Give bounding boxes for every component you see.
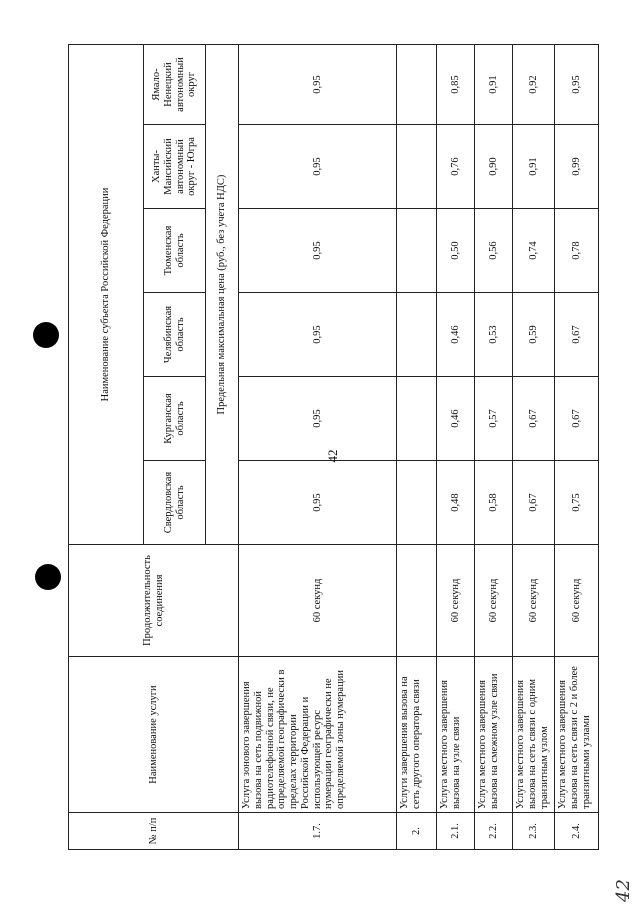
price-cell: 0,95 (239, 377, 397, 461)
price-cell (397, 293, 437, 377)
price-cell: 0,67 (555, 293, 599, 377)
row-duration: 60 секунд (475, 545, 513, 657)
price-cell: 0,46 (437, 293, 475, 377)
row-duration: 60 секунд (239, 545, 397, 657)
price-cell: 0,78 (555, 209, 599, 293)
row-service: Услуга местного завершения вызова на сеть связи с одним транзитным узлом (513, 657, 555, 813)
price-cell: 0,95 (239, 293, 397, 377)
price-cell: 0,75 (555, 461, 599, 545)
table-row (437, 45, 475, 850)
price-cell: 0,95 (555, 45, 599, 125)
header-num: № п/п (69, 813, 239, 850)
header-region: Ямало-Ненецкий автономный округ (144, 45, 206, 125)
row-num: 2.2. (475, 813, 513, 850)
row-num: 2.4. (555, 813, 599, 850)
row-duration (397, 545, 437, 657)
price-cell: 0,92 (513, 45, 555, 125)
header-region: Свердловская область (144, 461, 206, 545)
header-region: Тюменская область (144, 209, 206, 293)
price-cell: 0,46 (437, 377, 475, 461)
row-service: Услуга местного завершения вызова на сеть связи с 2 и более транзитными узлами (555, 657, 599, 813)
header-region: Челябинская область (144, 293, 206, 377)
table-row (555, 45, 599, 850)
price-cell: 0,95 (239, 209, 397, 293)
price-cell: 0,67 (513, 461, 555, 545)
page-number: 42 (325, 449, 340, 463)
price-cell: 0,90 (475, 125, 513, 209)
price-cell: 0,53 (475, 293, 513, 377)
header-subject-group: Наименование субъекта Российской Федерации (69, 45, 144, 545)
table-frame (68, 45, 592, 850)
header-duration: Продолжительность соединения (69, 545, 239, 657)
punch-hole-top (35, 564, 61, 590)
rotated-sheet (68, 45, 592, 850)
price-cell: 0,48 (437, 461, 475, 545)
price-cell (397, 209, 437, 293)
table-row (397, 45, 437, 850)
row-service: Услуга местного завершения вызова на смежном узле связи (475, 657, 513, 813)
header-price-note: Предельная максимальная цена (руб., без учета НДС) (206, 45, 239, 545)
table-row (475, 45, 513, 850)
row-num: 2.1. (437, 813, 475, 850)
price-cell: 0,59 (513, 293, 555, 377)
table-row (513, 45, 555, 850)
price-cell: 0,56 (475, 209, 513, 293)
price-cell: 0,91 (513, 125, 555, 209)
price-cell: 0,50 (437, 209, 475, 293)
price-cell: 0,95 (239, 125, 397, 209)
row-service: Услуги завершения вызова на сеть другого оператора связи (397, 657, 437, 813)
row-num: 2.3. (513, 813, 555, 850)
row-duration: 60 секунд (555, 545, 599, 657)
price-cell: 0,76 (437, 125, 475, 209)
price-cell: 0,67 (513, 377, 555, 461)
row-num: 2. (397, 813, 437, 850)
row-duration: 60 секунд (437, 545, 475, 657)
price-cell: 0,95 (239, 45, 397, 125)
header-service: Наименование услуги (69, 657, 239, 813)
price-cell: 0,67 (555, 377, 599, 461)
price-cell: 0,57 (475, 377, 513, 461)
rates-table (68, 44, 599, 850)
price-cell: 0,58 (475, 461, 513, 545)
table-row (239, 45, 397, 850)
row-duration: 60 секунд (513, 545, 555, 657)
price-cell: 0,74 (513, 209, 555, 293)
header-region: Ханты-Мансийский автономный округ - Югра (144, 125, 206, 209)
row-service: Услуга местного завершения вызова на узле связи (437, 657, 475, 813)
header-region: Курганская область (144, 377, 206, 461)
price-cell (397, 461, 437, 545)
price-cell: 0,95 (239, 461, 397, 545)
handwritten-page-number: 42 (612, 879, 634, 902)
price-cell (397, 377, 437, 461)
price-cell (397, 45, 437, 125)
punch-hole-bottom (33, 322, 59, 348)
price-cell (397, 125, 437, 209)
row-service: Услуга зонового завершения вызова на сеть подвижной радиотелефонной связи, не определяемой географически в пределах территории Российской Федерации и использующей ресурс нумерации географически не определяемой зоны нумерации (239, 657, 397, 813)
price-cell: 0,91 (475, 45, 513, 125)
price-cell: 0,99 (555, 125, 599, 209)
row-num: 1.7. (239, 813, 397, 850)
price-cell: 0,85 (437, 45, 475, 125)
